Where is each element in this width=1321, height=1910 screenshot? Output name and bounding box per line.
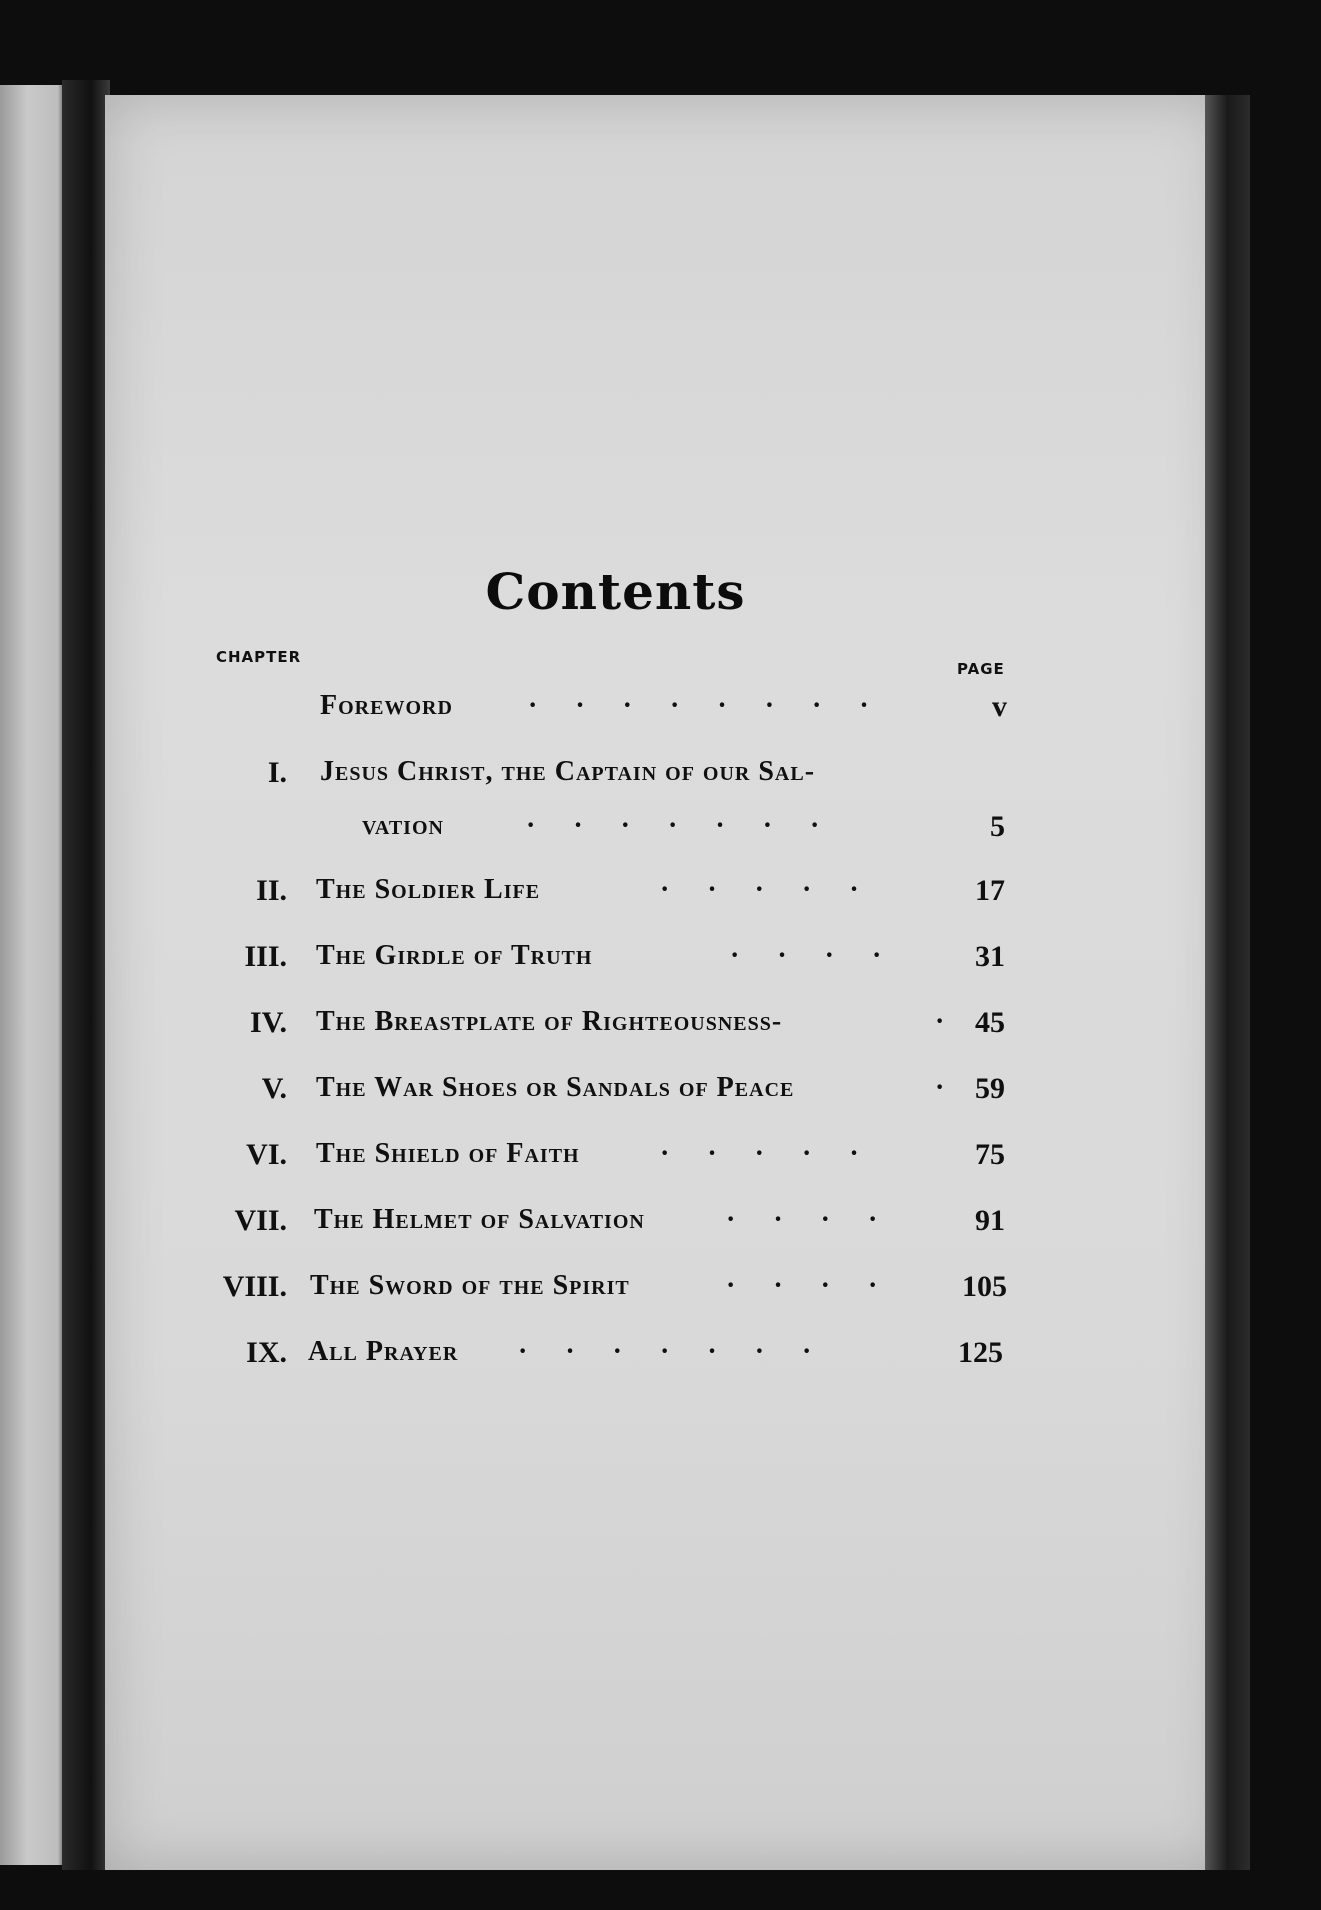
toc-entry-5 — [0, 1072, 1321, 1122]
chapter-title: The Shield of Faith — [316, 1138, 580, 1169]
dot-leader: ···· — [726, 1204, 916, 1235]
page-number: 105 — [962, 1270, 1007, 1303]
page-number: 59 — [975, 1072, 1005, 1105]
toc-entry-8 — [0, 1270, 1321, 1320]
chapter-numeral: VIII. — [222, 1270, 287, 1303]
toc-entry-foreword — [0, 690, 1321, 740]
dot-leader: ······· — [526, 810, 858, 841]
dot-leader: · — [935, 1072, 983, 1103]
page-number: 45 — [975, 1006, 1005, 1039]
page-number: 17 — [975, 874, 1005, 907]
dot-leader: ········ — [528, 690, 907, 721]
toc-entry-1 — [0, 756, 1321, 806]
page-number: 75 — [975, 1138, 1005, 1171]
page-number: 91 — [975, 1204, 1005, 1237]
chapter-title-continuation: vation — [362, 810, 444, 841]
dot-leader: ······· — [518, 1336, 850, 1367]
chapter-numeral: IV. — [250, 1006, 287, 1039]
toc-entry-6 — [0, 1138, 1321, 1188]
chapter-numeral: VI. — [246, 1138, 287, 1171]
chapter-title: The Sword of the Spirit — [310, 1270, 630, 1301]
page-title: Contents — [485, 562, 746, 621]
chapter-title: The Soldier Life — [316, 874, 541, 905]
chapter-title: The War Shoes or Sandals of Peace — [316, 1072, 795, 1103]
chapter-title: The Girdle of Truth — [316, 940, 593, 971]
page-number: 5 — [990, 810, 1005, 843]
chapter-title: The Helmet of Salvation — [314, 1204, 645, 1235]
page-number: v — [992, 690, 1007, 723]
chapter-numeral: V. — [261, 1072, 287, 1105]
chapter-numeral: IX. — [246, 1336, 287, 1369]
toc-entry-1-continued — [0, 810, 1321, 860]
page-column-header: PAGE — [957, 660, 1005, 678]
toc-entry-2 — [0, 874, 1321, 924]
toc-entry-9 — [0, 1336, 1321, 1386]
dot-leader: ····· — [660, 874, 897, 905]
chapter-numeral: III. — [244, 940, 287, 973]
chapter-title: All Prayer — [308, 1336, 459, 1367]
chapter-numeral: II. — [256, 874, 287, 907]
chapter-title: Jesus Christ, the Captain of our Sal- — [320, 756, 816, 787]
chapter-title: The Breastplate of Righteousness- — [316, 1006, 783, 1037]
chapter-column-header: CHAPTER — [216, 648, 302, 666]
dot-leader: · — [935, 1006, 983, 1037]
dot-leader: ····· — [660, 1138, 897, 1169]
page-number: 125 — [958, 1336, 1003, 1369]
toc-entry-3 — [0, 940, 1321, 990]
toc-entry-7 — [0, 1204, 1321, 1254]
page-number: 31 — [975, 940, 1005, 973]
dot-leader: ···· — [726, 1270, 916, 1301]
toc-entry-4 — [0, 1006, 1321, 1056]
chapter-numeral: I. — [267, 756, 287, 789]
dot-leader: ···· — [730, 940, 920, 971]
chapter-title: Foreword — [320, 690, 453, 721]
chapter-numeral: VII. — [234, 1204, 287, 1237]
